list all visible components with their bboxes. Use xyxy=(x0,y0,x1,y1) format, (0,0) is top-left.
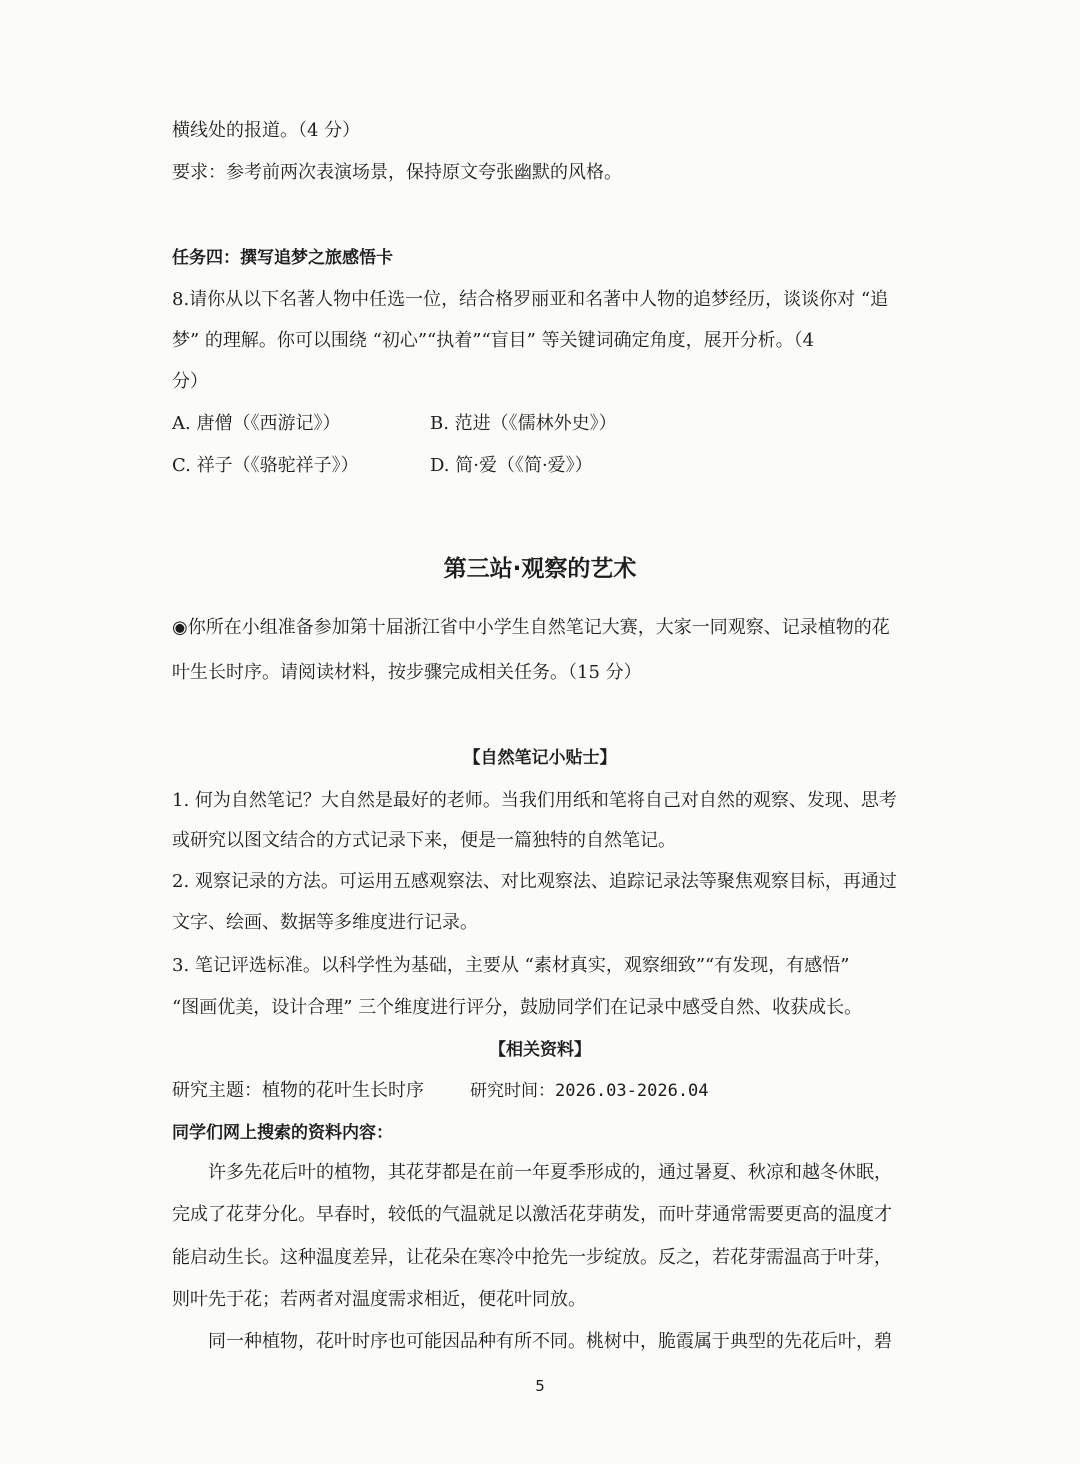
material-paragraph-line: 完成了花芽分化。早春时，较低的气温就足以激活花芽萌发，而叶芽通常需要更高的温度才 xyxy=(172,1204,892,1225)
tips-line: “图画优美，设计合理” 三个维度进行评分，鼓励同学们在记录中感受自然、收获成长。 xyxy=(172,997,863,1018)
option-c: C. 祥子（《骆驼祥子》） xyxy=(172,455,359,476)
question8-line2: 梦” 的理解。你可以围绕 “初心”“执着”“盲目” 等关键词确定角度，展开分析。（4 xyxy=(172,330,815,351)
question8-line1: 8.请你从以下名著人物中任选一位，结合格罗丽亚和名著中人物的追梦经历，谈谈你对 “追 xyxy=(172,289,889,310)
material-paragraph-line: 则叶先于花；若两者对温度需求相近，便花叶同放。 xyxy=(172,1289,586,1310)
option-d: D. 简·爱（《简·爱》） xyxy=(430,455,593,476)
page-number: 5 xyxy=(535,1377,545,1395)
station3-title: 第三站·观察的艺术 xyxy=(443,556,637,582)
question8-line3: 分） xyxy=(172,371,208,392)
station3-intro-line2: 叶生长时序。请阅读材料，按步骤完成相关任务。（15 分） xyxy=(172,662,642,683)
tips-line: 或研究以图文结合的方式记录下来，便是一篇独特的自然笔记。 xyxy=(172,830,676,851)
materials-heading: 【相关资料】 xyxy=(489,1040,591,1060)
research-topic: 研究主题：植物的花叶生长时序 xyxy=(172,1080,424,1101)
search-heading: 同学们网上搜索的资料内容： xyxy=(172,1123,393,1143)
option-a: A. 唐僧（《西游记》） xyxy=(172,413,341,434)
tips-heading: 【自然笔记小贴士】 xyxy=(463,748,617,768)
material-paragraph-line: 能启动生长。这种温度差异，让花朵在寒冷中抢先一步绽放。反之，若花芽需温高于叶芽， xyxy=(172,1247,892,1268)
tips-line: 3. 笔记评选标准。以科学性为基础，主要从 “素材真实，观察细致”“有发现，有感悟” xyxy=(172,955,850,976)
station3-intro-line1: ◉你所在小组准备参加第十届浙江省中小学生自然笔记大赛，大家一同观察、记录植物的花 xyxy=(172,617,890,638)
tips-line: 2. 观察记录的方法。可运用五感观察法、对比观察法、追踪记录法等聚焦观察目标，再通过 xyxy=(172,871,897,892)
task4-heading: 任务四：撰写追梦之旅感悟卡 xyxy=(172,248,393,268)
tips-line: 文字、绘画、数据等多维度进行记录。 xyxy=(172,912,478,933)
material-paragraph-line: 许多先花后叶的植物，其花芽都是在前一年夏季形成的，通过暑夏、秋凉和越冬休眠， xyxy=(208,1162,892,1183)
requirement-line: 要求：参考前两次表演场景，保持原文夸张幽默的风格。 xyxy=(172,162,622,183)
tips-line: 1. 何为自然笔记？大自然是最好的老师。当我们用纸和笔将自己对自然的观察、发现、思考 xyxy=(172,790,897,811)
research-time: 研究时间：2026.03-2026.04 xyxy=(470,1081,709,1101)
material-paragraph-line: 同一种植物，花叶时序也可能因品种有所不同。桃树中，脆霞属于典型的先花后叶，碧 xyxy=(208,1331,892,1352)
report-line: 横线处的报道。（4 分） xyxy=(172,120,361,141)
option-b: B. 范进（《儒林外史》） xyxy=(430,413,617,434)
